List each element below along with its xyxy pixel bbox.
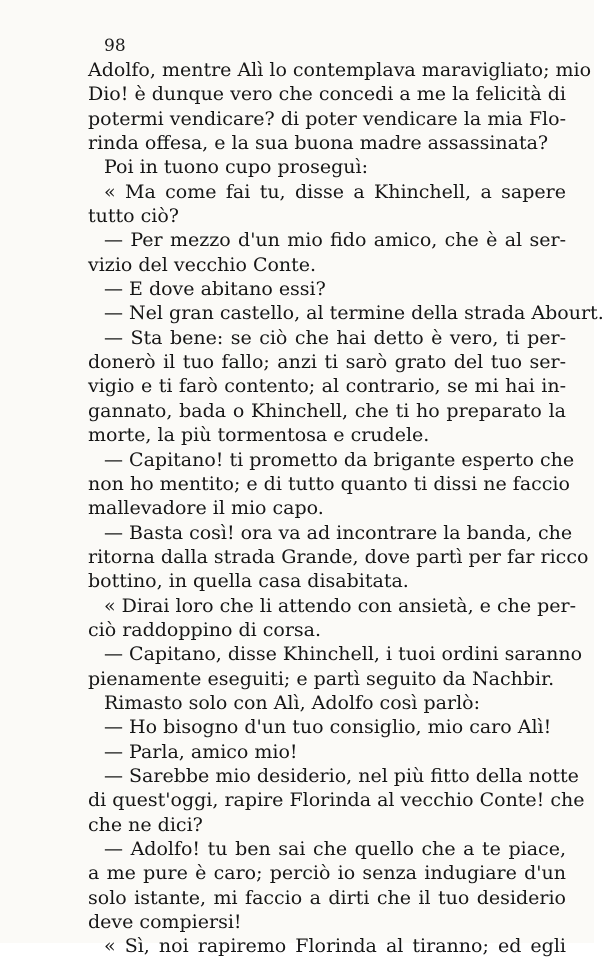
text-line: che ne dici? (88, 813, 203, 836)
text-line: potermi vendicare? di poter vendicare la mia Flo- (88, 107, 566, 130)
text-line: mallevadore il mio capo. (88, 497, 324, 520)
text-line: ritorna dalla strada Grande, dove partì per far ricco (88, 545, 589, 568)
text-line: — Sarebbe mio desiderio, nel più fitto della notte (104, 764, 579, 787)
text-line: « Dirai loro che li attendo con ansietà, e che per- (104, 594, 577, 617)
text-line: « Sì, noi rapiremo Florinda al tiranno; ed egli (104, 935, 566, 958)
text-line: morte, la più tormentosa e crudele. (88, 424, 430, 447)
text-line: — Sta bene: se ciò che hai detto è vero, ti per- (104, 326, 566, 349)
text-line: — Per mezzo d'un mio fido amico, che è al ser- (104, 229, 566, 252)
page-number: 98 (104, 36, 126, 56)
text-line: vigio e ti farò contento; al contrario, se mi hai in- (88, 375, 566, 398)
text-line: vizio del vecchio Conte. (88, 253, 317, 276)
text-line: Dio! è dunque vero che concedi a me la felicità di (88, 83, 566, 106)
text-line: a me pure è caro; perciò io senza indugiare d'un (88, 862, 566, 885)
text-line: tutto ciò? (88, 205, 179, 228)
text-line: gannato, bada o Khinchell, che ti ho preparato la (88, 399, 566, 422)
text-line: pienamente eseguiti; e partì seguito da Nachbir. (88, 667, 555, 690)
text-line: — E dove abitano essi? (104, 278, 326, 301)
text-line: — Ho bisogno d'un tuo consiglio, mio caro Alì! (104, 716, 552, 739)
text-line: Rimasto solo con Alì, Adolfo così parlò: (104, 691, 480, 714)
text-line: — Capitano! ti prometto da brigante esperto che (104, 448, 575, 471)
body-text (88, 58, 604, 959)
text-line: ciò raddoppino di corsa. (88, 618, 322, 641)
text-line: — Capitano, disse Khinchell, i tuoi ordini saranno (104, 643, 583, 666)
text-line: deve compiersi! (88, 911, 242, 934)
text-line: di quest'oggi, rapire Florinda al vecchio Conte! che (88, 789, 585, 812)
text-line: non ho mentito; e di tutto quanto ti dissi ne faccio (88, 472, 570, 495)
text-line: Adolfo, mentre Alì lo contemplava maravigliato; mio (88, 59, 592, 81)
text-line: donerò il tuo fallo; anzi ti sarò grato del tuo ser- (88, 351, 566, 374)
text-line: — Adolfo! tu ben sai che quello che a te piace, (104, 838, 566, 860)
text-line: — Basta così! ora va ad incontrare la banda, che (104, 521, 573, 544)
text-line: Poi in tuono cupo proseguì: (104, 156, 369, 179)
text-line: rinda offesa, e la sua buona madre assassinata? (88, 132, 549, 155)
text-line: — Parla, amico mio! (104, 740, 298, 763)
text-line: — Nel gran castello, al termine della strada Abourt. (104, 302, 604, 325)
text-line: « Ma come fai tu, disse a Khinchell, a sapere (104, 180, 566, 203)
text-line: bottino, in quella casa disabitata. (88, 570, 409, 593)
text-line: solo istante, mi faccio a dirti che il tuo desiderio (88, 886, 566, 909)
